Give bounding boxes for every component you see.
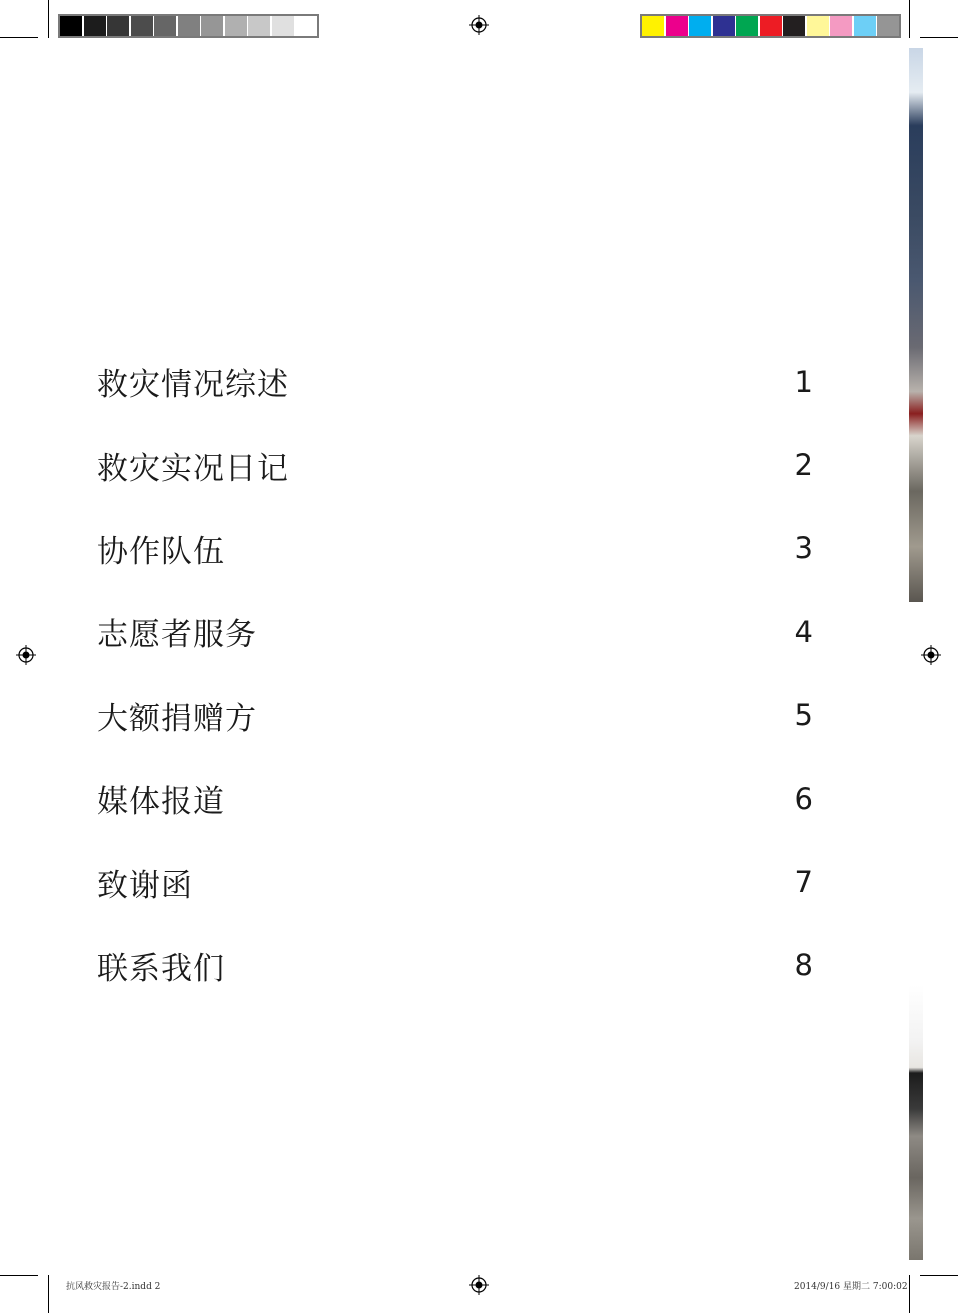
- toc-entry[interactable]: [97, 590, 813, 673]
- toc-entry-title: 志愿者服务: [97, 617, 257, 654]
- registration-mark-icon: [16, 645, 36, 665]
- grayscale-swatch: [60, 16, 82, 36]
- toc-entry-title: 大额捐赠方: [97, 700, 257, 737]
- color-swatch: [689, 16, 711, 36]
- photo-bleed-strip: [909, 985, 923, 1260]
- registration-mark-icon: [469, 15, 489, 35]
- toc-entry-page-number: 3: [794, 531, 813, 566]
- crop-mark: [0, 37, 38, 38]
- color-swatch: [666, 16, 688, 36]
- crop-mark: [0, 1275, 38, 1276]
- toc-entry[interactable]: [97, 840, 813, 923]
- toc-entry-title: 媒体报道: [97, 784, 225, 821]
- grayscale-swatch: [201, 16, 223, 36]
- grayscale-calibration-bar: [58, 14, 319, 38]
- color-swatch: [713, 16, 735, 36]
- toc-entry[interactable]: [97, 507, 813, 590]
- color-swatch: [854, 16, 876, 36]
- toc-entry[interactable]: [97, 423, 813, 506]
- color-swatch: [830, 16, 852, 36]
- color-calibration-bar: [640, 14, 901, 38]
- toc-entry[interactable]: [97, 924, 813, 1007]
- grayscale-swatch: [225, 16, 247, 36]
- color-swatch: [736, 16, 758, 36]
- grayscale-swatch: [154, 16, 176, 36]
- crop-mark: [909, 0, 910, 38]
- grayscale-swatch: [248, 16, 270, 36]
- slug-filename: 抗风救灾报告-2.indd 2: [66, 1282, 161, 1292]
- color-swatch: [783, 16, 805, 36]
- slug-datetime: 2014/9/16 星期二 7:00:02: [794, 1282, 908, 1292]
- color-swatch: [807, 16, 829, 36]
- toc-entry-title: 救灾实况日记: [97, 450, 289, 487]
- grayscale-swatch: [272, 16, 294, 36]
- toc-entry[interactable]: [97, 674, 813, 757]
- color-swatch: [760, 16, 782, 36]
- color-swatch: [877, 16, 899, 36]
- toc-entry-title: 联系我们: [97, 950, 225, 987]
- grayscale-swatch: [84, 16, 106, 36]
- toc-entry-title: 救灾情况综述: [97, 367, 289, 404]
- grayscale-swatch: [131, 16, 153, 36]
- grayscale-swatch: [178, 16, 200, 36]
- grayscale-swatch: [295, 16, 317, 36]
- grayscale-swatch: [107, 16, 129, 36]
- toc-entry[interactable]: [97, 340, 813, 423]
- toc-entry-page-number: 5: [794, 698, 813, 733]
- toc-entry-title: 协作队伍: [97, 533, 225, 570]
- photo-bleed-strip: [909, 48, 923, 602]
- crop-mark: [920, 37, 958, 38]
- registration-mark-icon: [469, 1275, 489, 1295]
- toc-entry-title: 致谢函: [97, 867, 193, 904]
- crop-mark: [909, 1275, 910, 1313]
- color-swatch: [642, 16, 664, 36]
- crop-mark: [920, 1275, 958, 1276]
- crop-mark: [48, 0, 49, 38]
- toc-entry-page-number: 2: [794, 448, 813, 483]
- toc-entry-page-number: 6: [794, 781, 813, 816]
- table-of-contents: [97, 340, 813, 1007]
- registration-mark-icon: [921, 645, 941, 665]
- toc-entry-page-number: 7: [794, 865, 813, 900]
- toc-entry-page-number: 1: [794, 364, 813, 399]
- toc-entry-page-number: 8: [794, 948, 813, 983]
- toc-entry-page-number: 4: [794, 614, 813, 649]
- toc-entry[interactable]: [97, 757, 813, 840]
- crop-mark: [48, 1275, 49, 1313]
